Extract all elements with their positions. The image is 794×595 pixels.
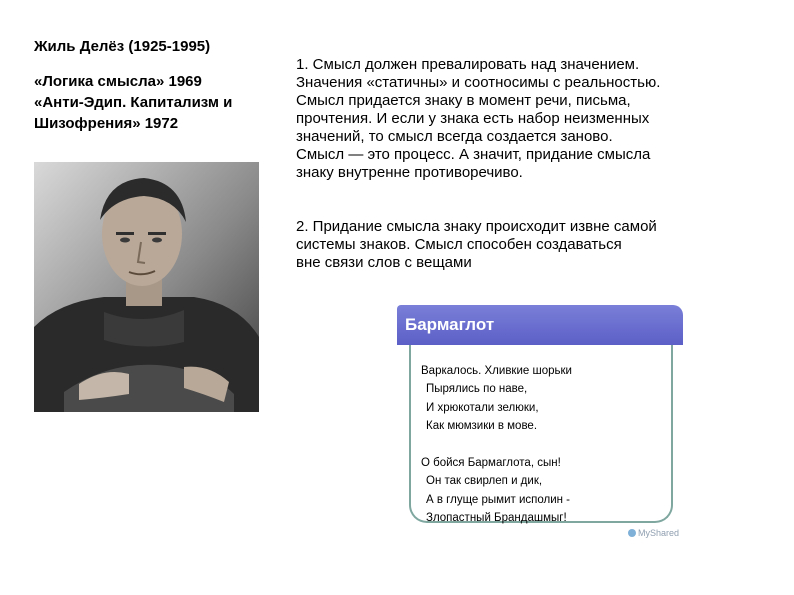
point-one-text [296,56,660,182]
text-line: 2. Придание смысла знаку происходит извне самой [296,218,657,235]
poem-line: Он так свирлеп и дик, [426,475,543,488]
text-line: знаку внутренне противоречиво. [296,164,523,181]
work-line: «Логика смысла» 1969 [34,73,202,90]
page-title: Жиль Делёз (1925-1995) [34,38,211,55]
poem-title: Бармаглот [405,315,495,334]
works-list [34,71,284,134]
text-line: прочтения. И если у знака есть набор неизменных [296,110,650,127]
point-two-text [296,218,657,272]
poem-card [397,305,683,525]
poem-line: И хрюкотали зелюки, [426,401,539,414]
text-line: значений, то смысл всегда создается заново. [296,128,613,145]
poem-line: Варкалось. Хливкие шорьки [421,365,572,377]
work-line: Шизофрения» 1972 [34,115,179,132]
portrait-photo [34,162,259,412]
poem-line: Как мюмзики в мове. [426,420,538,433]
text-line: вне связи слов с вещами [296,254,472,271]
text-line: Смысл — это процесс. А значит, придание смысла [296,146,651,163]
watermark-text: MyShared [638,528,680,538]
portrait-illustration [34,162,259,412]
poem-lines [421,362,572,528]
poem-line-blank [421,436,572,454]
poem-line: А в глуще рымит исполин - [426,493,571,506]
poem-line: О бойся Бармаглота, сын! [421,457,561,470]
text-line: Смысл придается знаку в момент речи, письма, [296,92,631,109]
text-line: 1. Смысл должен превалировать над значением. [296,56,640,73]
work-line: «Анти-Эдип. Капитализм и [34,94,233,111]
watermark [628,528,679,538]
myshared-logo-icon [628,529,636,537]
text-line: системы знаков. Смысл способен создаваться [296,236,622,253]
poem-header [397,305,683,345]
text-line: Значения «статичны» и соотносимы с реальностью. [296,74,661,91]
poem-line: Злопастный Брандашмыг! [426,512,567,525]
poem-line: Пырялись по наве, [426,383,528,396]
